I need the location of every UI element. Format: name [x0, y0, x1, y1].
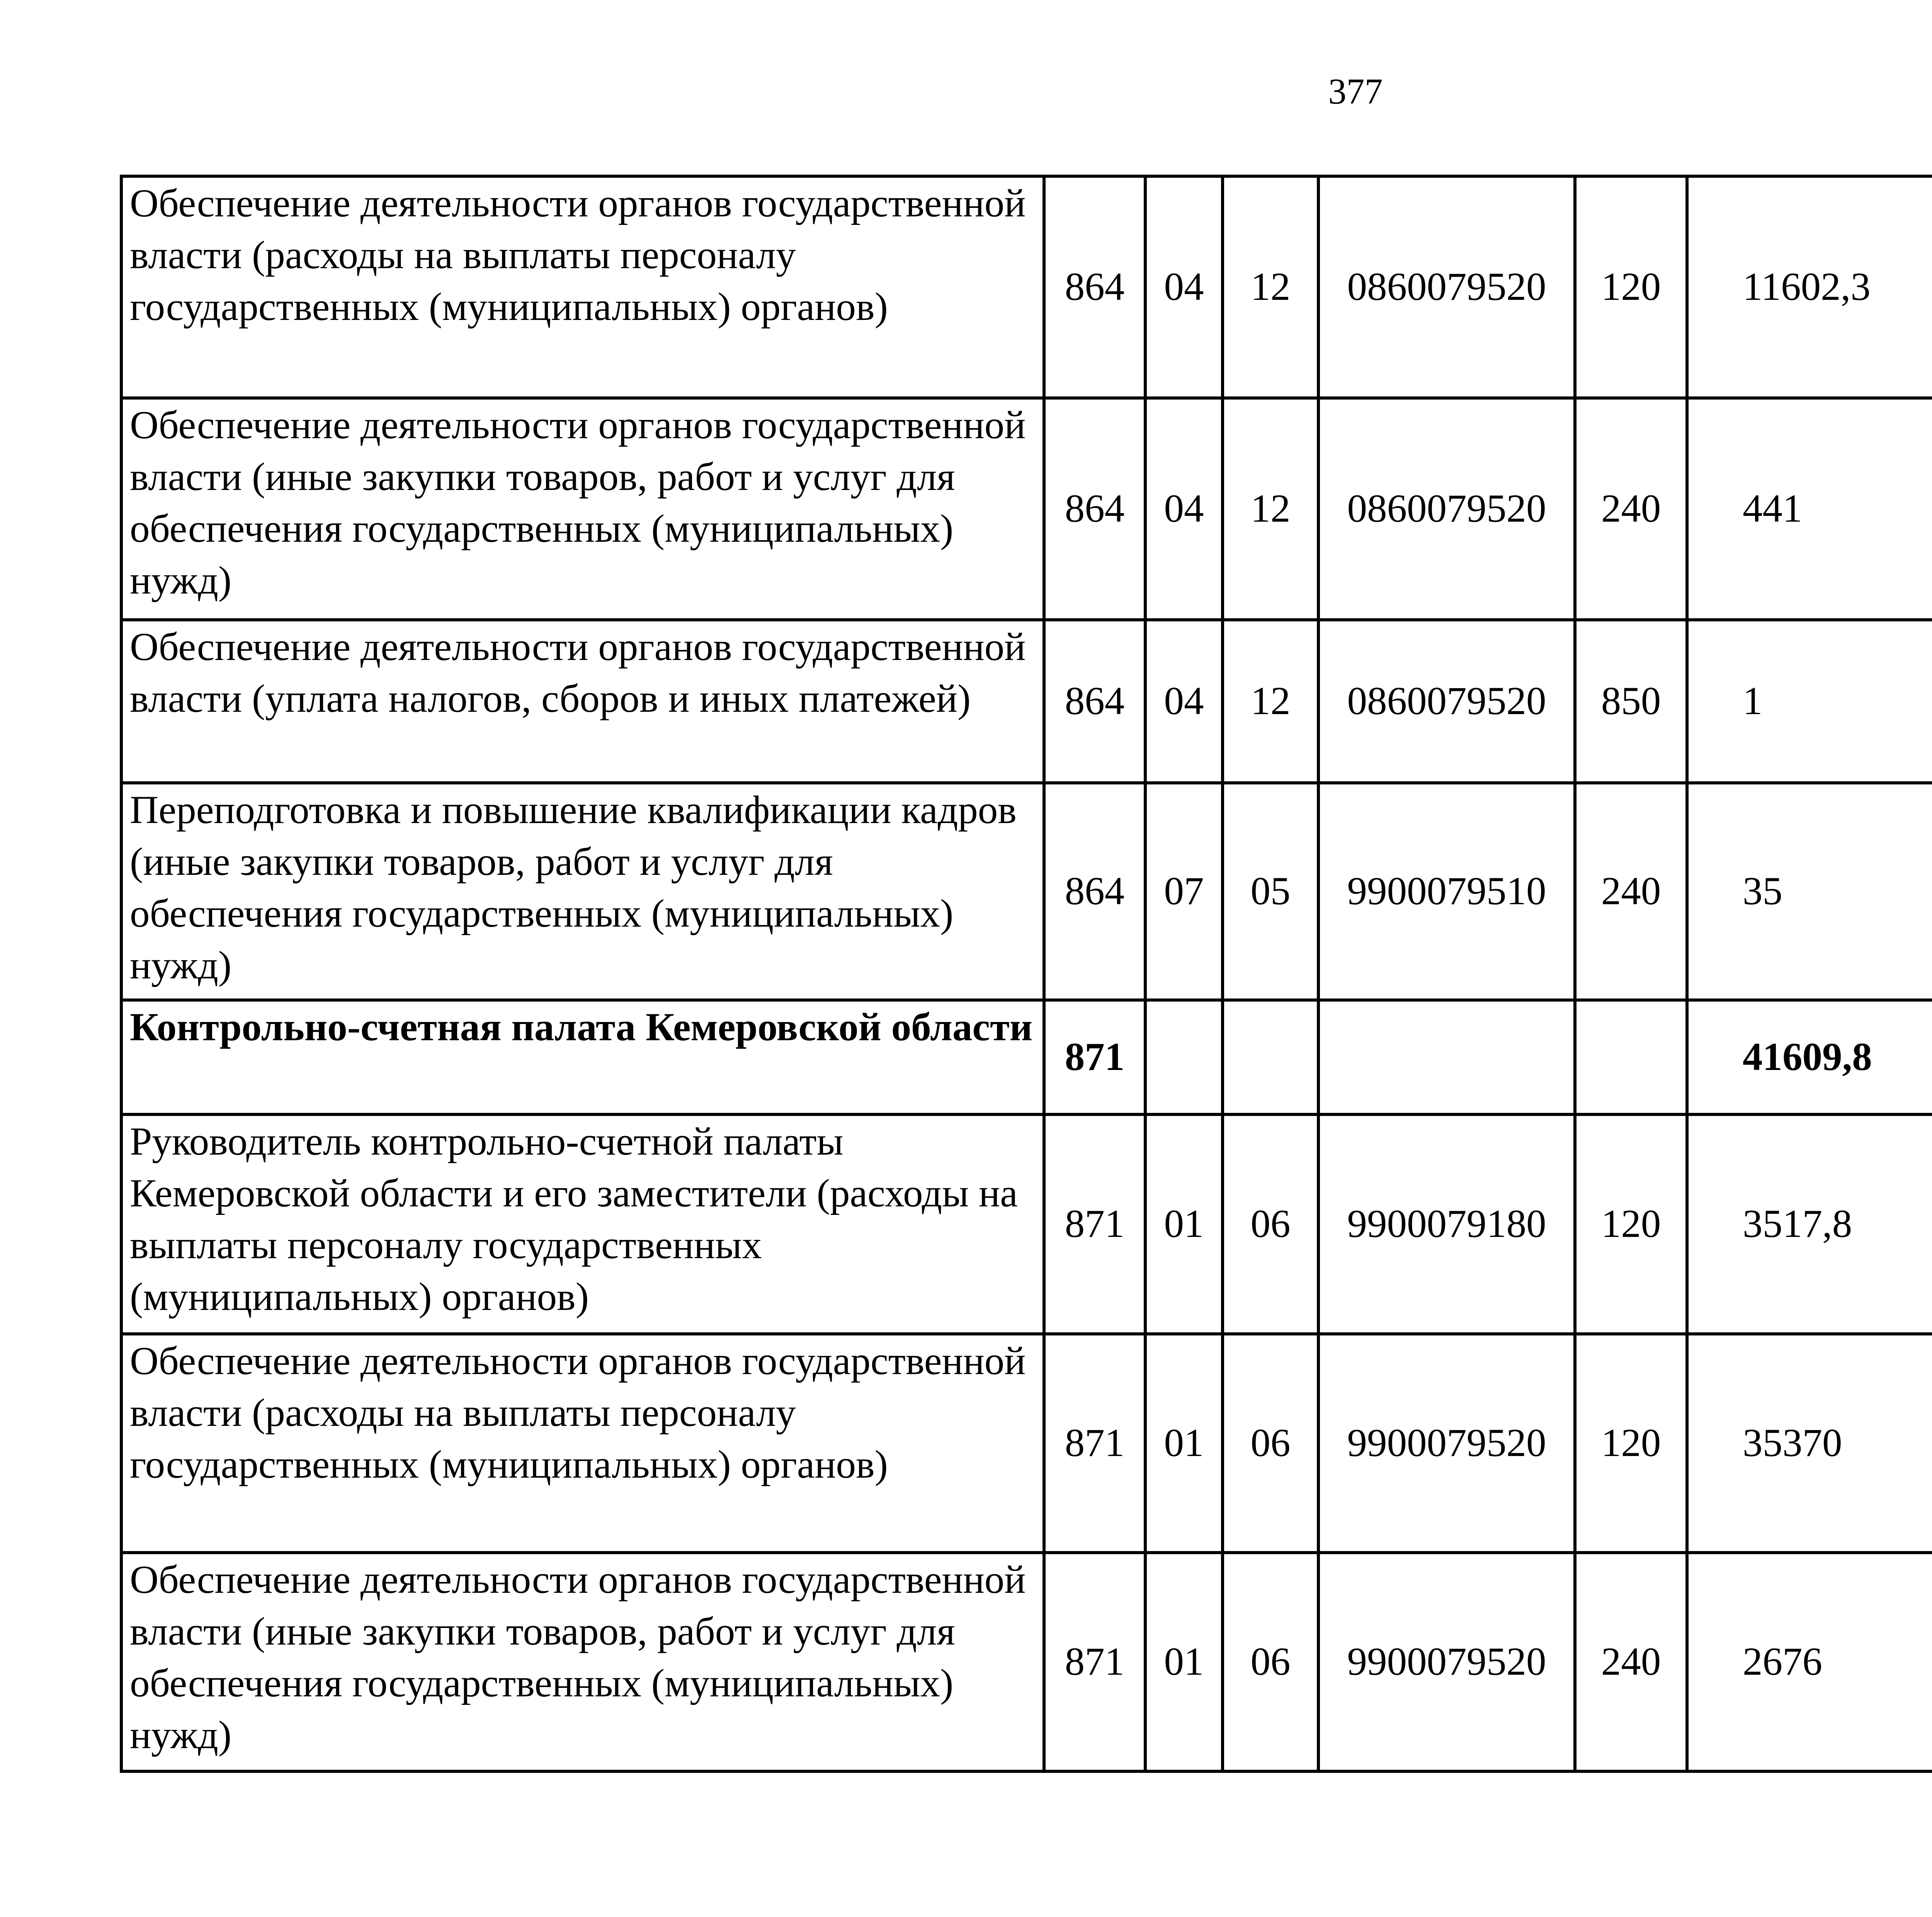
row-dept-code: 871 — [1044, 1000, 1145, 1114]
row-target-code: 0860079520 — [1318, 620, 1575, 783]
row-amount-year1: 441 — [1687, 398, 1932, 620]
row-expense-type: 850 — [1575, 620, 1687, 783]
table-row — [121, 398, 1932, 620]
row-target-code: 9900079520 — [1318, 1553, 1575, 1771]
row-amount-year1: 2676 — [1687, 1553, 1932, 1771]
row-description: Обеспечение деятельности органов государственной власти (расходы на выплаты персоналу государственных (муниципальных) органов) — [121, 1334, 1044, 1553]
row-amount-year1: 35370 — [1687, 1334, 1932, 1553]
row-expense-type: 240 — [1575, 398, 1687, 620]
row-target-code — [1318, 1000, 1575, 1114]
row-section-code: 07 — [1145, 783, 1223, 1000]
row-subsection-code: 06 — [1223, 1334, 1318, 1553]
row-section-code: 04 — [1145, 620, 1223, 783]
row-description: Контрольно-счетная палата Кемеровской области — [121, 1000, 1044, 1114]
row-section-code: 01 — [1145, 1114, 1223, 1334]
row-description: Руководитель контрольно-счетной палаты Кемеровской области и его заместители (расходы на выплаты персоналу государственных (муниципальных) органов) — [121, 1114, 1044, 1334]
row-subsection-code: 12 — [1223, 398, 1318, 620]
table-row — [121, 620, 1932, 783]
row-amount-year1: 41609,8 — [1687, 1000, 1932, 1114]
row-dept-code: 864 — [1044, 176, 1145, 398]
row-subsection-code: 06 — [1223, 1114, 1318, 1334]
row-subsection-code — [1223, 1000, 1318, 1114]
row-expense-type: 120 — [1575, 176, 1687, 398]
table-body — [121, 176, 1932, 1771]
table-row — [121, 176, 1932, 398]
row-expense-type: 120 — [1575, 1334, 1687, 1553]
table-row — [121, 1114, 1932, 1334]
row-amount-year1: 1 — [1687, 620, 1932, 783]
row-expense-type: 240 — [1575, 1553, 1687, 1771]
row-description: Обеспечение деятельности органов государственной власти (уплата налогов, сборов и иных платежей) — [121, 620, 1044, 783]
row-expense-type: 120 — [1575, 1114, 1687, 1334]
row-target-code: 9900079180 — [1318, 1114, 1575, 1334]
row-dept-code: 871 — [1044, 1114, 1145, 1334]
row-section-code: 04 — [1145, 398, 1223, 620]
row-description: Обеспечение деятельности органов государственной власти (расходы на выплаты персоналу государственных (муниципальных) органов) — [121, 176, 1044, 398]
row-dept-code: 864 — [1044, 620, 1145, 783]
row-description: Обеспечение деятельности органов государственной власти (иные закупки товаров, работ и услуг для обеспечения государственных (муниципальных) нужд) — [121, 1553, 1044, 1771]
table-row — [121, 1334, 1932, 1553]
row-expense-type: 240 — [1575, 783, 1687, 1000]
row-dept-code: 871 — [1044, 1334, 1145, 1553]
table-row — [121, 783, 1932, 1000]
row-target-code: 0860079520 — [1318, 398, 1575, 620]
row-subsection-code: 12 — [1223, 620, 1318, 783]
row-subsection-code: 12 — [1223, 176, 1318, 398]
row-description: Переподготовка и повышение квалификации кадров (иные закупки товаров, работ и услуг для обеспечения государственных (муниципальных) нужд) — [121, 783, 1044, 1000]
row-dept-code: 871 — [1044, 1553, 1145, 1771]
row-section-code: 04 — [1145, 176, 1223, 398]
row-amount-year1: 11602,3 — [1687, 176, 1932, 398]
page-number: 377 — [1328, 71, 1383, 112]
row-amount-year1: 3517,8 — [1687, 1114, 1932, 1334]
table-row — [121, 1553, 1932, 1771]
row-section-code: 01 — [1145, 1334, 1223, 1553]
row-subsection-code: 05 — [1223, 783, 1318, 1000]
row-section-code — [1145, 1000, 1223, 1114]
row-section-code: 01 — [1145, 1553, 1223, 1771]
row-dept-code: 864 — [1044, 783, 1145, 1000]
row-target-code: 0860079520 — [1318, 176, 1575, 398]
row-target-code: 9900079510 — [1318, 783, 1575, 1000]
row-target-code: 9900079520 — [1318, 1334, 1575, 1553]
row-amount-year1: 35 — [1687, 783, 1932, 1000]
table-row — [121, 1000, 1932, 1114]
row-subsection-code: 06 — [1223, 1553, 1318, 1771]
budget-table — [120, 175, 1932, 1773]
row-description: Обеспечение деятельности органов государственной власти (иные закупки товаров, работ и услуг для обеспечения государственных (муниципальных) нужд) — [121, 398, 1044, 620]
row-expense-type — [1575, 1000, 1687, 1114]
row-dept-code: 864 — [1044, 398, 1145, 620]
